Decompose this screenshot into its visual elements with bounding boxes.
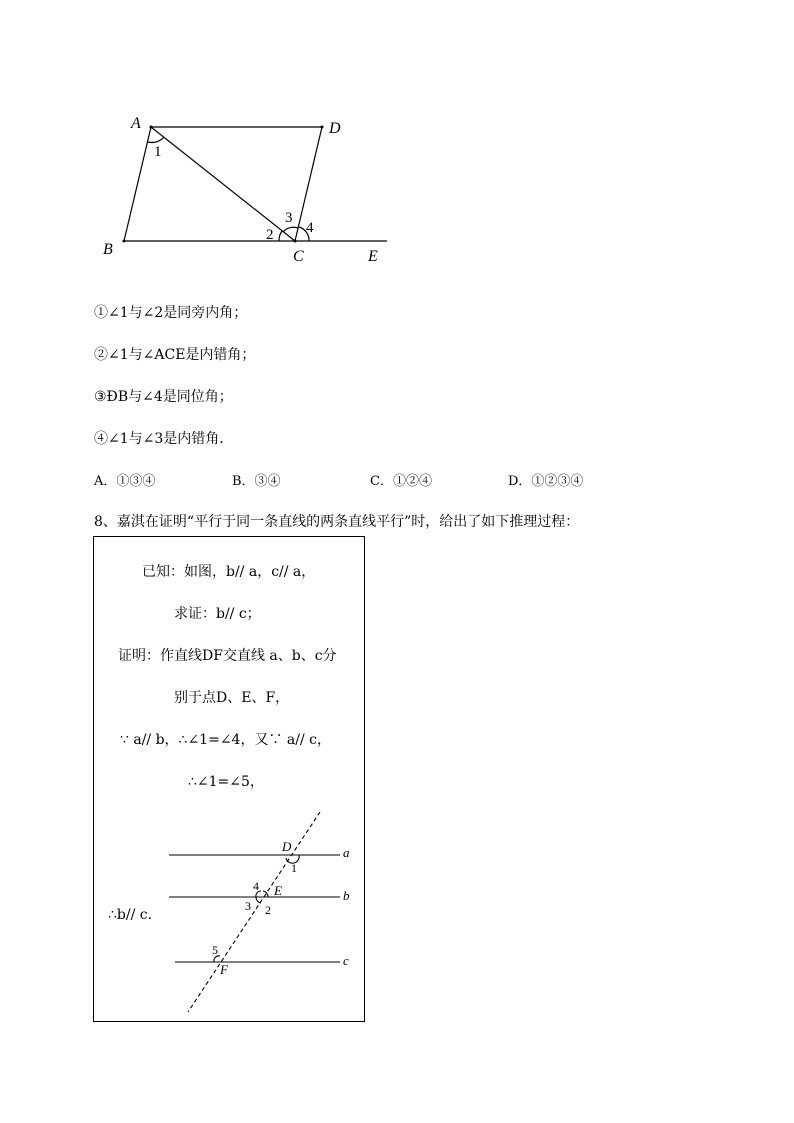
option-b[interactable]: B．③④ [232,474,281,489]
option-d[interactable]: D．①②③④ [508,474,584,489]
proof-step-2: ∴∠1=∠5， [188,774,264,790]
label-c: c [343,953,349,968]
transversal-DF [188,812,320,1012]
angle-label-4: 4 [306,220,314,236]
segment-AB [124,127,151,241]
angle-label-1: 1 [154,144,162,160]
statement-2: ②∠1与∠ACE是内错角； [94,347,256,363]
angle-label-3: 3 [245,899,251,913]
option-a[interactable]: A．①③④ [94,474,156,489]
angle-arc-3 [283,227,298,232]
label-A: A [131,115,141,132]
angle-label-4: 4 [253,879,259,893]
statement-3: ③ÐB与∠4是同位角； [94,389,233,405]
proof-given: 已知：如图，b// a，c// a， [142,564,316,580]
angle-label-2: 2 [265,903,271,917]
diagonal-AC [151,127,295,241]
option-c[interactable]: C．①②④ [370,474,432,489]
label-B: B [103,241,113,258]
proof-box [93,536,365,1022]
angle-label-5: 5 [212,943,218,957]
label-a: a [343,845,350,860]
statement-4: ④∠1与∠3是内错角． [94,431,234,447]
label-C: C [293,248,304,265]
proof-prove: 求证：b// c； [174,606,261,622]
angle-label-3: 3 [285,210,293,226]
angle-label-1: 1 [291,861,297,875]
proof-step-1: ∵ a// b，∴∠1=∠4，又∵ a// c， [120,732,331,748]
statement-1: ①∠1与∠2是同旁内角； [94,305,248,321]
label-D: D [282,839,292,854]
label-E: E [368,248,378,265]
angle-label-2: 2 [266,227,274,243]
label-D: D [329,120,341,137]
proof-line-2: 别于点D、E、F， [174,690,290,706]
label-F: F [220,962,228,977]
figure-parallelogram [90,108,400,278]
angle-arc-1 [148,137,164,142]
question-8-stem: 8、嘉淇在证明“平行于同一条直线的两条直线平行”时，给出了如下推理过程： [94,514,580,530]
label-E: E [274,883,282,898]
proof-conclusion: ∴b// c． [108,907,162,923]
label-b: b [343,888,350,903]
angle-arc-2 [279,231,282,241]
proof-line-1: 证明：作直线DF交直线 a、b、c分 [118,648,337,664]
figure-parallel-lines [164,807,360,1017]
